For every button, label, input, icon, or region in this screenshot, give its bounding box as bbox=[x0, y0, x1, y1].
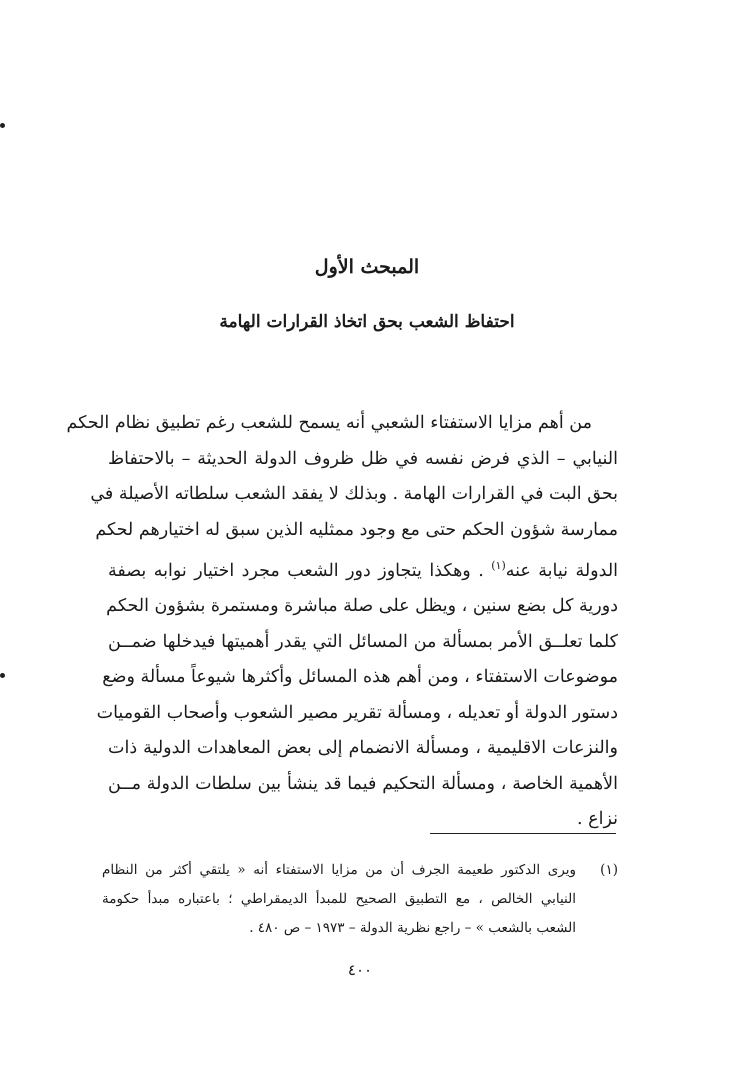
body-line: نزاع . bbox=[577, 809, 618, 830]
body-line: ممارسة شؤون الحكم حتى مع وجود ممثليه الذين سبق له اختيارهم لحكم bbox=[95, 519, 618, 540]
margin-mark bbox=[0, 123, 5, 128]
section-title: المبحث الأول bbox=[314, 256, 420, 278]
body-line: النيابي – الذي فرض نفسه في ظل ظروف الدولة الحديثة – بالاحتفاظ bbox=[108, 448, 618, 469]
footnote-line: النيابي الخالص ، مع التطبيق الصحيح للمبدأ الديمقراطي ؛ باعتباره مبدأ حكومة bbox=[102, 891, 576, 907]
footnote-mark: (١) bbox=[600, 862, 618, 878]
footnote-text bbox=[102, 856, 576, 943]
body-line: دورية كل بضع سنين ، ويظل على صلة مباشرة ومستمرة بشؤون الحكم bbox=[106, 596, 618, 617]
body-line: موضوعات الاستفتاء ، ومن أهم هذه المسائل وأكثرها شيوعاً مسألة وضع bbox=[102, 667, 618, 688]
footnote-line: ويرى الدكتور طعيمة الجرف أن من مزايا الاستفتاء أنه « يلتقي أكثر من النظام bbox=[102, 862, 576, 878]
body-paragraph bbox=[66, 406, 619, 838]
footnote-separator bbox=[430, 833, 616, 834]
page-number: ٤٠٠ bbox=[347, 961, 373, 979]
footnote bbox=[102, 856, 618, 943]
body-line: بحق البت في القرارات الهامة . وبذلك لا يفقد الشعب سلطاته الأصيلة في bbox=[90, 484, 618, 504]
body-line: والنزعات الاقليمية ، ومسألة الانضمام إلى بعض المعاهدات الدولية ذات bbox=[108, 738, 618, 759]
section-subtitle: احتفاظ الشعب بحق اتخاذ القرارات الهامة bbox=[219, 312, 515, 332]
body-line-part: . وهكذا يتجاوز دور الشعب مجرد اختيار نوابه بصفة bbox=[108, 560, 492, 581]
footnote-reference: (١) bbox=[491, 559, 506, 572]
footnote-line: الشعب بالشعب » – راجع نظرية الدولة – ١٩٧٣ – ص ٤٨٠ . bbox=[249, 920, 576, 936]
body-line-with-reference bbox=[108, 548, 618, 589]
body-line: من أهم مزايا الاستفتاء الشعبي أنه يسمح للشعب رغم تطبيق نظام الحكم bbox=[66, 413, 592, 433]
body-line: دستور الدولة أو تعديله ، ومسألة تقرير مصير الشعوب وأصحاب القوميات bbox=[96, 702, 618, 723]
body-line-part: الدولة نيابة عنه bbox=[505, 560, 619, 581]
margin-mark bbox=[0, 673, 5, 678]
body-line: كلما تعلــق الأمر بمسألة من المسائل التي يقدر أهميتها فيدخلها ضمــن bbox=[108, 631, 618, 652]
body-line: الأهمية الخاصة ، ومسألة التحكيم فيما قد ينشأ بين سلطات الدولة مــن bbox=[108, 773, 618, 794]
